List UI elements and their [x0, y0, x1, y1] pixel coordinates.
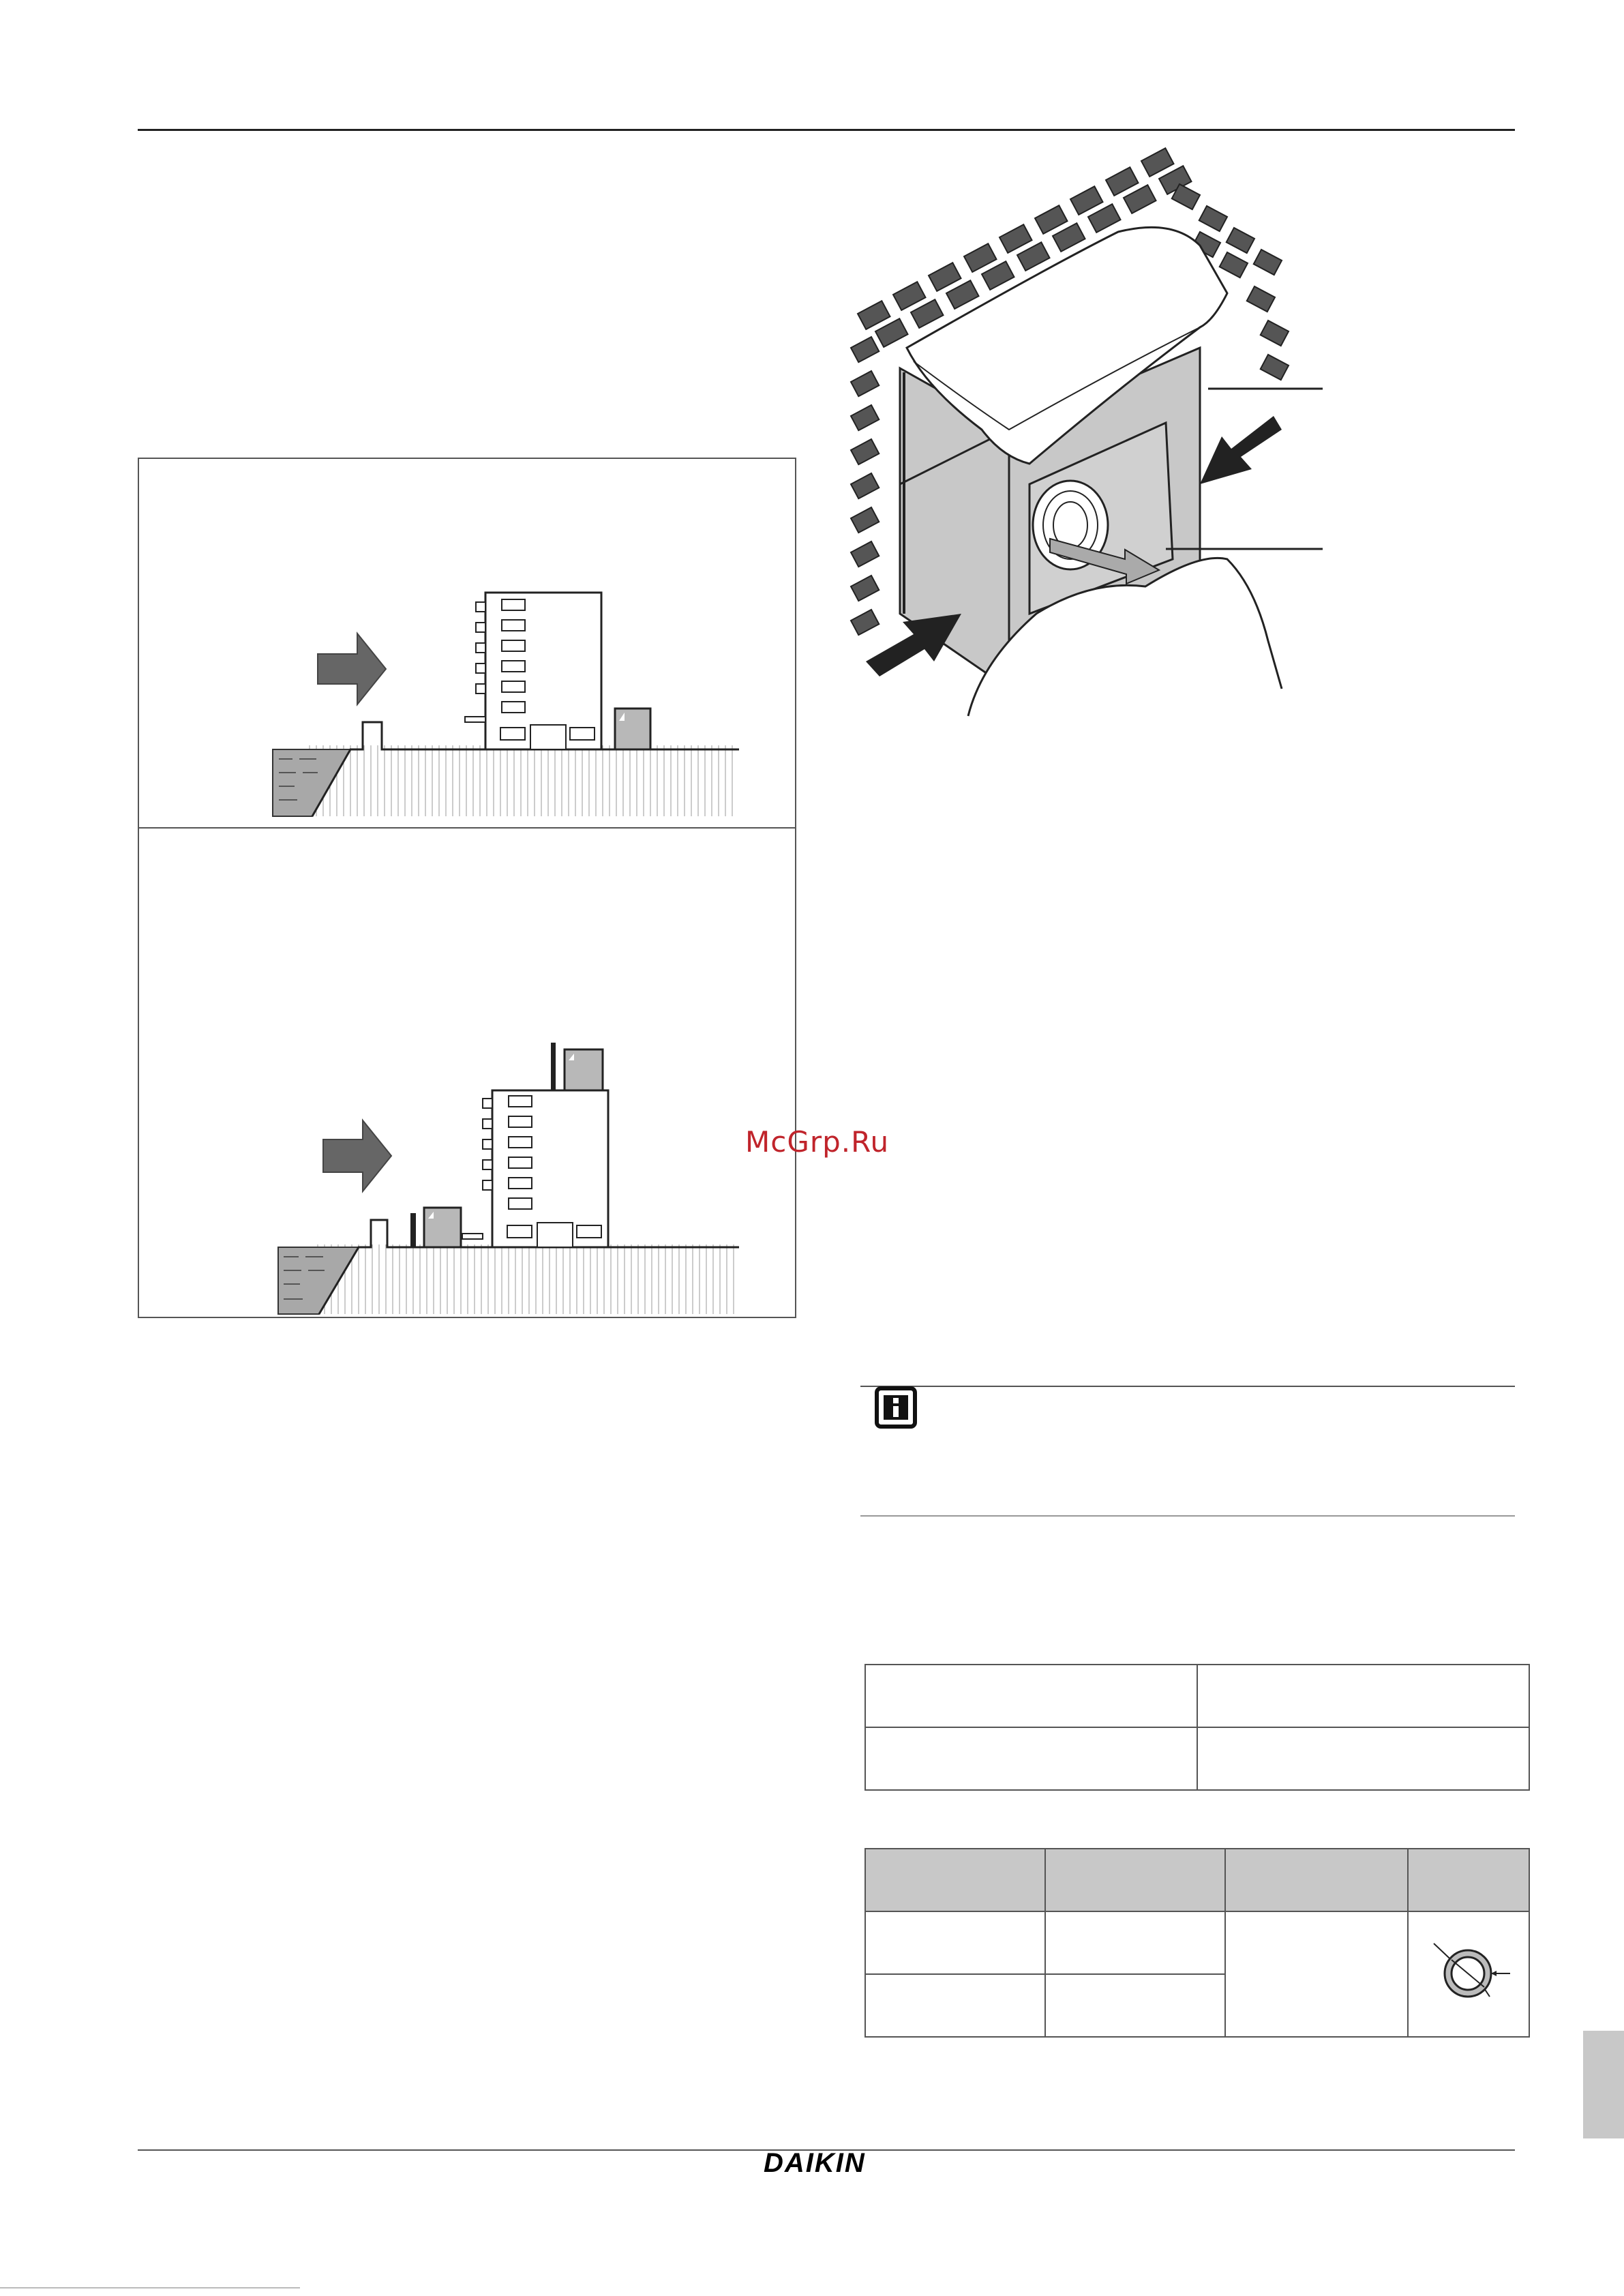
table-header-cell	[1045, 1849, 1225, 1911]
table-cell	[1045, 1974, 1225, 2037]
seaside-building-illustration-1	[139, 459, 795, 827]
page-edge-line	[0, 2287, 300, 2288]
snow-canopy-illustration	[845, 143, 1336, 723]
side-tab-marker	[1583, 2031, 1624, 2138]
pipe-table	[864, 1848, 1530, 2038]
info-icon	[874, 1386, 918, 1429]
table-cell	[865, 1727, 1197, 1790]
pipe-cross-section-icon	[1424, 1935, 1513, 2010]
table-header-cell	[1225, 1849, 1408, 1911]
site-figure-box-bottom	[138, 827, 796, 1318]
site-figure-box-top	[138, 458, 796, 829]
note-bottom-rule	[860, 1515, 1515, 1517]
table-header-cell	[865, 1849, 1045, 1911]
table-header-cell	[1408, 1849, 1529, 1911]
brand-logo: DAIKIN	[764, 2148, 866, 2178]
table-cell	[1225, 1911, 1408, 2037]
watermark: McGrp.Ru	[745, 1125, 890, 1159]
header-rule	[138, 129, 1515, 131]
outdoor-unit	[615, 709, 650, 749]
table-cell	[1045, 1911, 1225, 1974]
table-cell	[1197, 1665, 1529, 1727]
wind-arrow	[318, 633, 386, 704]
wind-arrow	[323, 1120, 391, 1191]
table-cell	[1408, 1911, 1529, 2037]
outdoor-unit-shielded	[424, 1208, 461, 1247]
table-cell	[865, 1665, 1197, 1727]
table-cell	[1197, 1727, 1529, 1790]
table-cell	[865, 1911, 1045, 1974]
seaside-building-illustration-2	[139, 829, 795, 1317]
outdoor-unit-roof	[565, 1049, 603, 1090]
spec-table-small	[864, 1664, 1530, 1791]
table-cell	[865, 1974, 1045, 2037]
note-top-rule	[860, 1386, 1515, 1387]
